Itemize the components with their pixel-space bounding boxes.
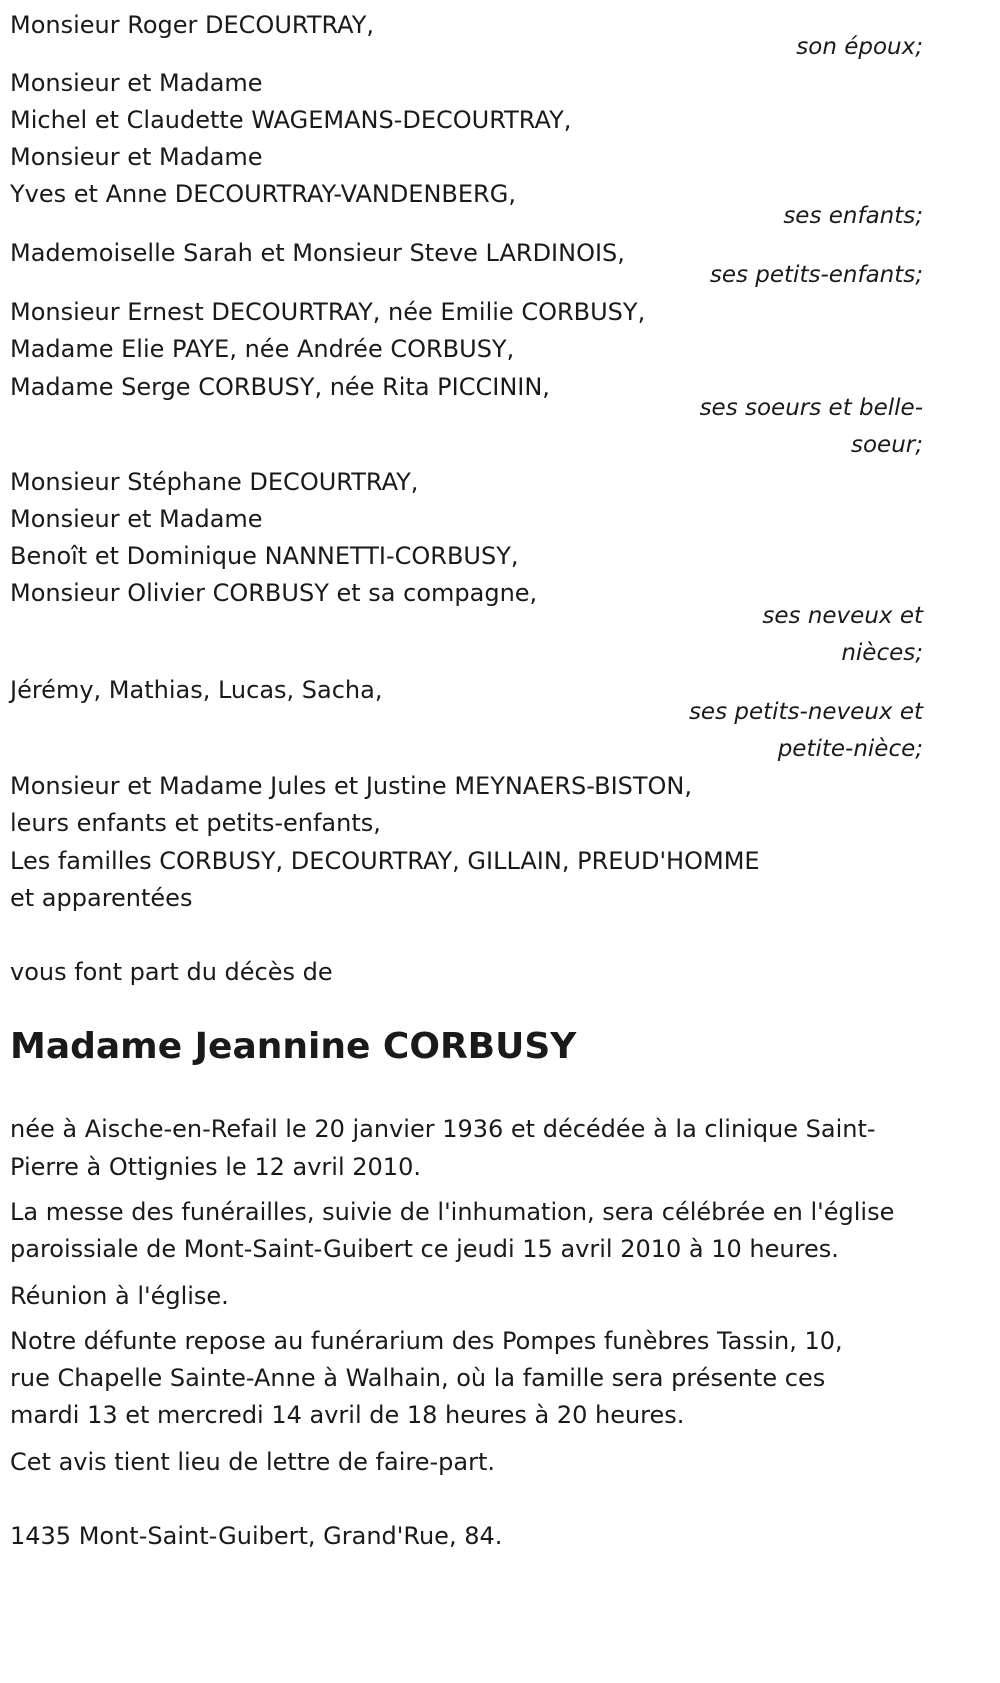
nephews-line: Monsieur Olivier CORBUSY et sa compagne, <box>10 579 538 607</box>
children-line: Yves et Anne DECOURTRAY-VANDENBERG, <box>10 180 516 208</box>
spouse-role: son époux; <box>796 34 923 60</box>
grandnephews-role: ses petits-neveux et <box>688 699 923 725</box>
viewing-line: Notre défunte repose au funérarium des Pompes funèbres Tassin, 10, <box>10 1327 843 1355</box>
birth-death-line: née à Aische-en-Refail le 20 janvier 1936 et décédée à la clinique Saint- <box>10 1115 876 1143</box>
sisters-role: soeur; <box>851 432 923 458</box>
others-line: Les familles CORBUSY, DECOURTRAY, GILLAIN, PREUD'HOMME <box>10 847 760 875</box>
birth-death-line: Pierre à Ottignies le 12 avril 2010. <box>10 1153 421 1181</box>
mass-line: paroissiale de Mont-Saint-Guibert ce jeudi 15 avril 2010 à 10 heures. <box>10 1235 839 1263</box>
grandnephews-role: petite-nièce; <box>777 736 923 762</box>
children-line: Monsieur et Madame <box>10 143 263 171</box>
grandchildren-line: Mademoiselle Sarah et Monsieur Steve LARDINOIS, <box>10 239 625 267</box>
nephews-line: Benoît et Dominique NANNETTI-CORBUSY, <box>10 542 519 570</box>
spouse-line: Monsieur Roger DECOURTRAY, <box>10 11 375 39</box>
viewing-line: rue Chapelle Sainte-Anne à Walhain, où la famille sera présente ces <box>10 1364 826 1392</box>
others-line: et apparentées <box>10 884 193 912</box>
meeting-line: Réunion à l'église. <box>10 1282 229 1310</box>
nephews-role: nièces; <box>841 640 923 666</box>
viewing-line: mardi 13 et mercredi 14 avril de 18 heures à 20 heures. <box>10 1401 685 1429</box>
address: 1435 Mont-Saint-Guibert, Grand'Rue, 84. <box>10 1522 503 1550</box>
others-line: leurs enfants et petits-enfants, <box>10 809 381 837</box>
sisters-line: Madame Serge CORBUSY, née Rita PICCININ, <box>10 373 550 401</box>
notice-line: Cet avis tient lieu de lettre de faire-part. <box>10 1448 495 1476</box>
announcement: vous font part du décès de <box>10 958 333 986</box>
sisters-line: Madame Elie PAYE, née Andrée CORBUSY, <box>10 335 515 363</box>
grandchildren-role: ses petits-enfants; <box>709 262 923 288</box>
others-line: Monsieur et Madame Jules et Justine MEYNAERS-BISTON, <box>10 772 693 800</box>
nephews-line: Monsieur Stéphane DECOURTRAY, <box>10 468 419 496</box>
sisters-role: ses soeurs et belle- <box>699 395 923 421</box>
children-line: Monsieur et Madame <box>10 69 263 97</box>
mass-line: La messe des funérailles, suivie de l'inhumation, sera célébrée en l'église <box>10 1198 895 1226</box>
nephews-role: ses neveux et <box>762 603 923 629</box>
children-role: ses enfants; <box>783 203 923 229</box>
children-line: Michel et Claudette WAGEMANS-DECOURTRAY, <box>10 106 572 134</box>
nephews-line: Monsieur et Madame <box>10 505 263 533</box>
sisters-line: Monsieur Ernest DECOURTRAY, née Emilie CORBUSY, <box>10 298 646 326</box>
deceased-name: Madame Jeannine CORBUSY <box>10 1026 577 1067</box>
grandnephews-line: Jérémy, Mathias, Lucas, Sacha, <box>10 676 383 704</box>
